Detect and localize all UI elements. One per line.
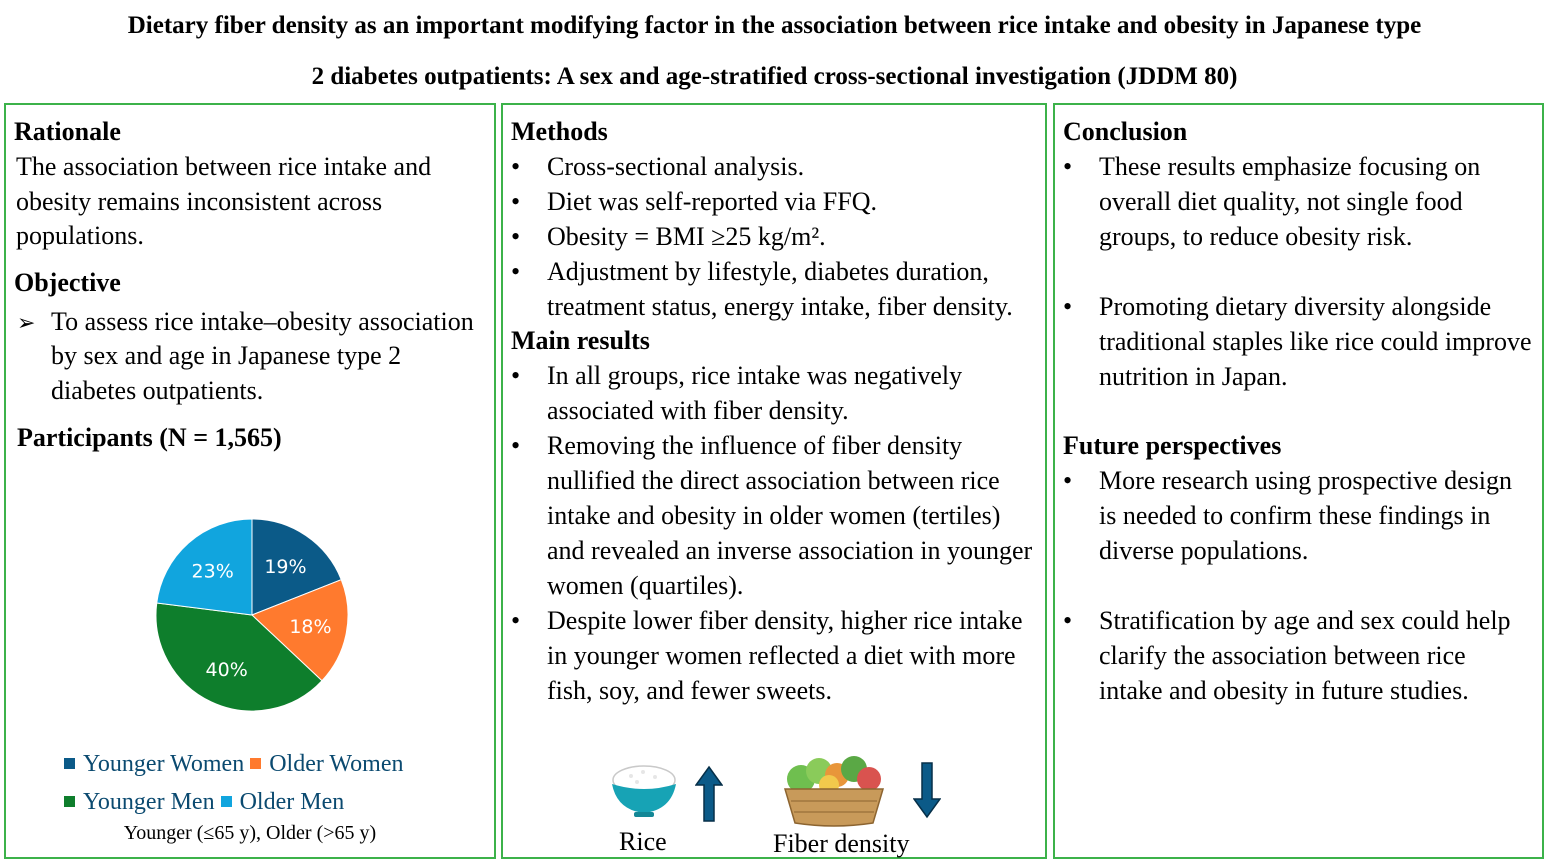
list-item xyxy=(511,358,1041,428)
list-item-text: More research using prospective design is needed to confirm these findings in diverse populations. xyxy=(1099,466,1512,565)
results-heading: Main results xyxy=(511,326,650,355)
list-item xyxy=(511,184,1041,219)
list-item xyxy=(511,254,1041,324)
list-item xyxy=(1063,603,1533,708)
list-item-text: Stratification by age and sex could help clarify the association between rice intake and obesity in future studies. xyxy=(1099,606,1511,705)
list-item xyxy=(1063,149,1533,254)
bullet-icon: • xyxy=(511,431,521,460)
bullet-icon: • xyxy=(1063,606,1073,635)
legend-item xyxy=(250,745,403,783)
rice-label: Rice xyxy=(619,827,667,856)
bullet-icon: • xyxy=(1063,152,1073,181)
figure-title xyxy=(0,0,1549,102)
conclusion-list xyxy=(1063,149,1533,394)
bullet-icon: • xyxy=(511,187,521,216)
pie-legend xyxy=(64,745,484,821)
arrow-bullet-icon: ➢ xyxy=(17,309,36,335)
legend-label: Younger Men xyxy=(83,789,215,815)
list-item xyxy=(511,428,1041,603)
objective-heading: Objective xyxy=(14,267,121,297)
methods-list xyxy=(511,149,1041,324)
title-line-1: Dietary fiber density as an important modifying factor in the association between rice intake and obesity in Japanese type xyxy=(127,12,1422,39)
list-item xyxy=(1063,289,1533,394)
legend-item xyxy=(221,783,345,821)
vegetable-basket-icon xyxy=(779,749,889,829)
legend-item xyxy=(64,745,244,783)
list-item xyxy=(511,149,1041,184)
fiber-down-arrow-icon xyxy=(913,761,941,819)
bullet-icon: • xyxy=(511,361,521,390)
legend-swatch xyxy=(64,758,75,769)
future-heading: Future perspectives xyxy=(1063,431,1282,460)
legend-label: Older Women xyxy=(269,751,404,777)
rationale-heading: Rationale xyxy=(14,117,121,146)
pie-slice-label: 19% xyxy=(264,555,307,578)
pie-slice-label: 18% xyxy=(289,616,332,639)
methods-heading: Methods xyxy=(511,117,608,146)
future-list xyxy=(1063,463,1533,708)
bullet-icon: • xyxy=(1063,466,1073,495)
conclusion-heading: Conclusion xyxy=(1063,117,1188,146)
fiber-density-label: Fiber density xyxy=(773,829,910,858)
title-line-2: 2 diabetes outpatients: A sex and age-stratified cross-sectional investigation (JDDM 80) xyxy=(311,63,1238,90)
list-item-text: Adjustment by lifestyle, diabetes duration, treatment status, energy intake, fiber density. xyxy=(547,257,1013,321)
bullet-icon: • xyxy=(511,222,521,251)
list-item xyxy=(511,603,1041,708)
objective-item xyxy=(14,305,484,409)
bullet-icon: • xyxy=(511,152,521,181)
legend-swatch xyxy=(250,758,261,769)
rice-up-arrow-icon xyxy=(695,765,723,823)
age-note: Younger (≤65 y), Older (>65 y) xyxy=(123,822,377,844)
bullet-icon: • xyxy=(1063,292,1073,321)
legend-swatch xyxy=(64,796,75,807)
conclusion-panel xyxy=(1053,103,1544,859)
pie-slice-label: 23% xyxy=(191,560,234,583)
list-item-text: Diet was self-reported via FFQ. xyxy=(547,187,877,216)
legend-item xyxy=(64,783,215,821)
legend-swatch xyxy=(221,796,232,807)
participants-heading: Participants (N = 1,565) xyxy=(17,423,282,452)
objective-text: To assess rice intake–obesity association by sex and age in Japanese type 2 diabetes outpatients. xyxy=(51,306,474,405)
bullet-icon: • xyxy=(511,257,521,286)
list-item-text: These results emphasize focusing on overall diet quality, not single food groups, to reduce obesity risk. xyxy=(1099,152,1481,251)
rice-bowl-icon xyxy=(609,760,679,820)
legend-label: Younger Women xyxy=(83,751,245,777)
list-item-text: In all groups, rice intake was negatively associated with fiber density. xyxy=(547,361,963,425)
list-item xyxy=(511,219,1041,254)
list-item-text: Removing the influence of fiber density nullified the direct association between rice intake and obesity in older women (tertiles) and revealed an inverse association in younger women (quartiles). xyxy=(547,431,1033,600)
methods-results-panel xyxy=(501,103,1047,859)
rationale-text: The association between rice intake and obesity remains inconsistent across populations. xyxy=(16,152,432,250)
legend-label: Older Men xyxy=(239,789,345,815)
results-list xyxy=(511,358,1041,708)
list-item-text: Promoting dietary diversity alongside traditional staples like rice could improve nutrition in Japan. xyxy=(1099,292,1532,391)
pie-slice-label: 40% xyxy=(205,658,248,681)
list-item-text: Obesity = BMI ≥25 kg/m². xyxy=(547,222,826,251)
rationale-panel xyxy=(4,103,496,859)
list-item-text: Despite lower fiber density, higher rice intake in younger women reflected a diet with more fish, soy, and fewer sweets. xyxy=(547,606,1023,705)
list-item-text: Cross-sectional analysis. xyxy=(547,152,805,181)
list-item xyxy=(1063,463,1533,568)
bullet-icon: • xyxy=(511,606,521,635)
participants-pie-chart xyxy=(154,517,350,713)
